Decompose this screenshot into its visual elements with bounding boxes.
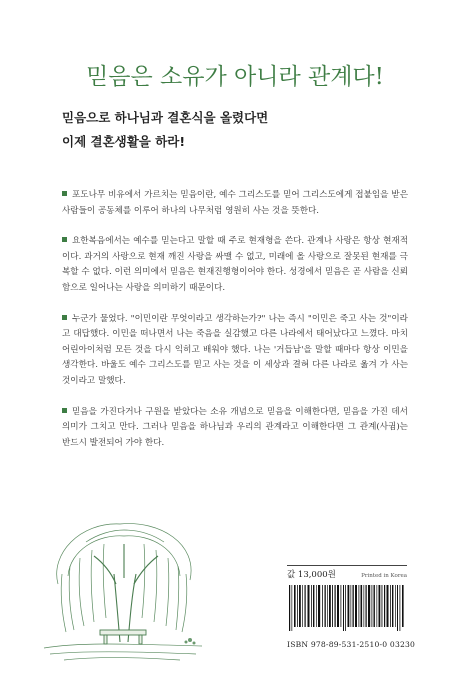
- isbn-barcode-icon: [287, 585, 407, 631]
- cover-subtitle: [62, 106, 268, 154]
- printed-in-label: Printed in Korea: [361, 573, 407, 579]
- square-bullet-icon: [62, 315, 67, 320]
- subtitle-line-1: 믿음으로 하나님과 결혼식을 올렸다면: [62, 110, 269, 125]
- blurb-paragraphs: [62, 188, 408, 466]
- square-bullet-icon: [62, 237, 67, 242]
- blurb-paragraph: [62, 312, 408, 390]
- price-row: [287, 566, 407, 580]
- paragraph-text: 누군가 물었다. "이민이란 무엇이라고 생각하는가?" 나는 즉시 "이민은 죽고 사는 것"이라고 대답했다. 이민을 떠나면서 나는 죽음을 실감했고 다른 나라에서 태어났다고 느꼈다. 마치 어린아이처럼 모든 것을 다시 익히고 배워야 했다. 나는 '거듭남'을 말할 때마다 항상 이민을 생각한다. 바울도 예수 그리스도를 믿고 사는 것을 이 세상과 결혀 다른 나라로 옮겨 가 사는 것이라고 말했다.: [62, 313, 408, 386]
- paragraph-text: 믿음을 가진다거나 구원을 받았다는 소유 개념으로 믿음을 이해한다면, 믿음을 가진 데서 의미가 그치고 만다. 그러나 믿음을 하나님과 우리의 관계라고 이해한다면 그 관계(사귐)는 반드시 발전되어 가야 한다.: [62, 406, 408, 448]
- blurb-paragraph: [62, 188, 408, 219]
- cover-title: 믿음은 소유가 아니라 관계다!: [86, 64, 384, 90]
- isbn-number: ISBN 978-89-531-2510-0 03230: [287, 640, 416, 649]
- price-label: 값 13,000원: [287, 570, 336, 580]
- subtitle-line-2: 이제 결혼생활을 하라!: [62, 134, 186, 149]
- square-bullet-icon: [62, 408, 67, 413]
- paragraph-text: 포도나무 비유에서 가르치는 믿음이란, 예수 그리스도를 믿어 그리스도에게 접붙임을 받은 사람들이 공동체를 이루어 하나의 나무처럼 영원히 사는 것을 뜻한다.: [62, 190, 408, 216]
- paragraph-text: 요한복음에서는 예수를 믿는다고 말할 때 주로 현재형을 쓴다. 관계나 사랑은 항상 현재적이다. 과거의 사랑으로 현재 깨진 사랑을 싸맬 수 없고, 미래에 올 사랑으로 잘못된 현재를 극복할 수 없다. 이런 의미에서 믿음은 현재진행형이어야 한다. 성경에서 믿음은 곧 사람을 신뢰함으로 일어나는 사랑을 의미하기 때문이다.: [62, 236, 408, 293]
- blurb-paragraph: [62, 234, 408, 296]
- price-box: [287, 565, 407, 580]
- square-bullet-icon: [62, 191, 67, 196]
- blurb-paragraph: [62, 405, 408, 452]
- willow-tree-bench-icon: [40, 514, 206, 664]
